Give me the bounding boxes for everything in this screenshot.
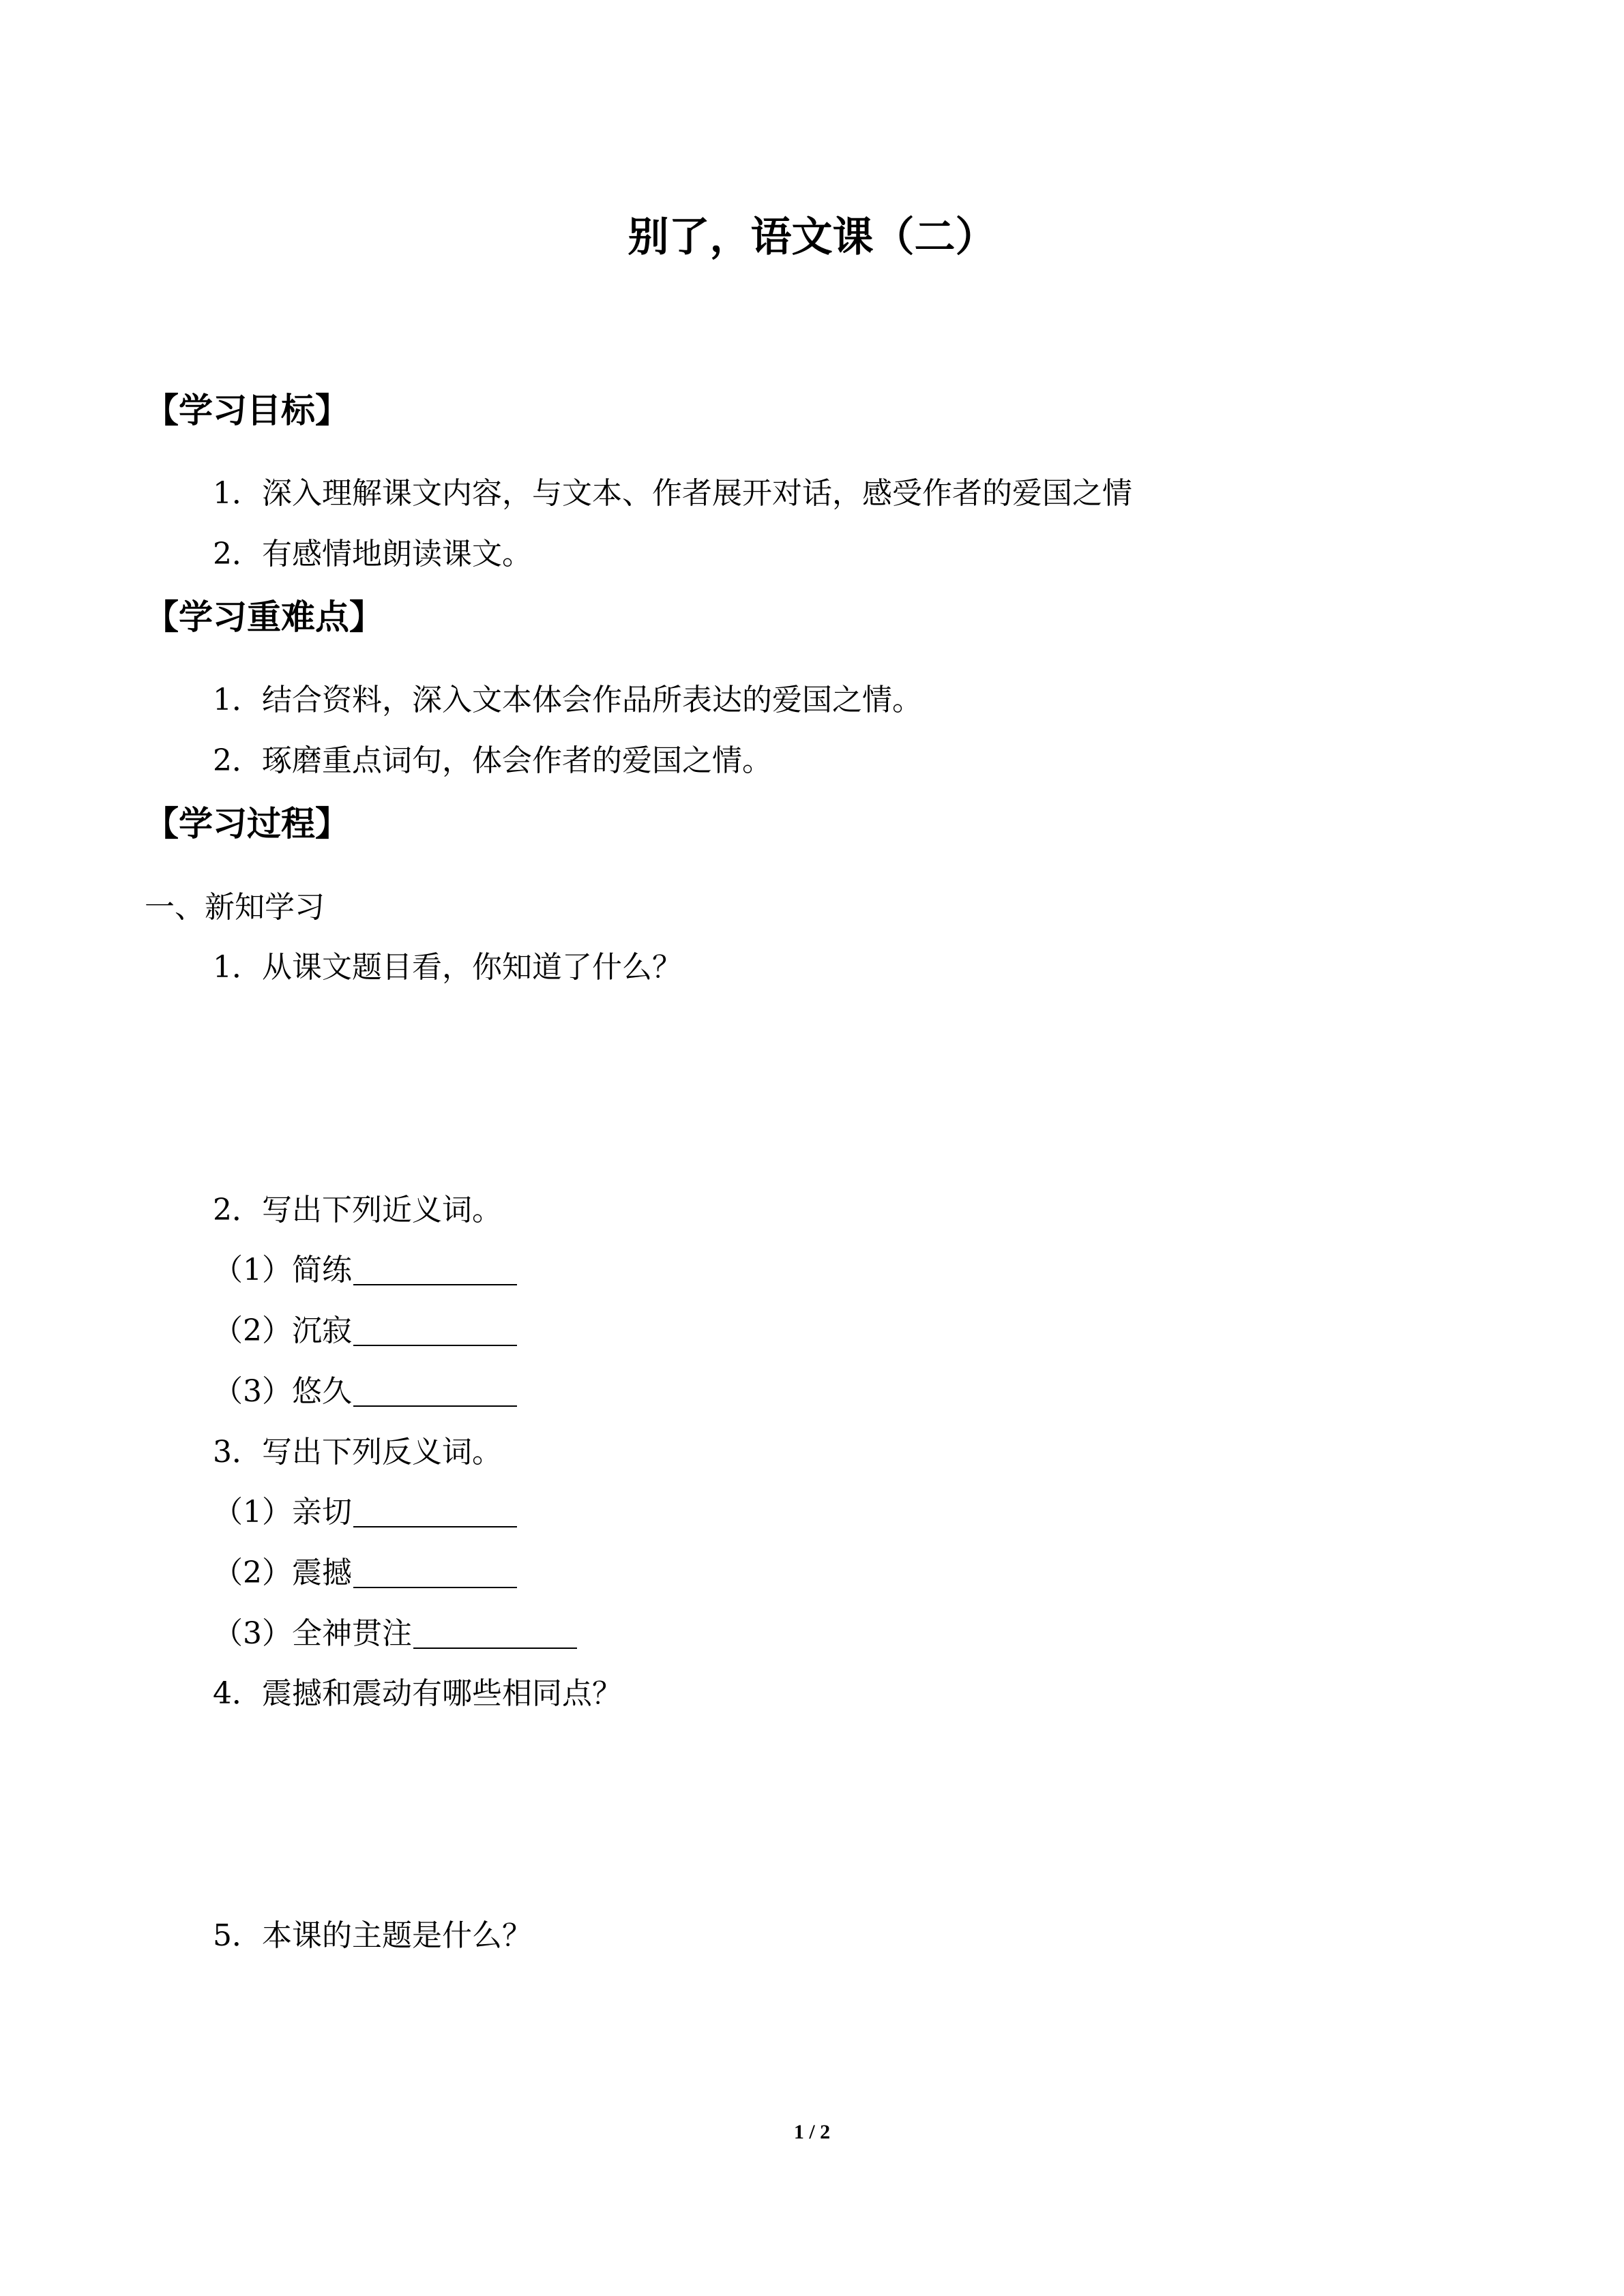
antonym-item-label: （3）全神贯注 xyxy=(213,1616,412,1651)
key-point-item-2: 2．琢磨重点词句，体会作者的爱国之情。 xyxy=(213,743,772,778)
synonym-item-label: （1）简练 xyxy=(213,1253,352,1287)
question-1: 1．从课文题目看，你知道了什么？ xyxy=(213,950,682,985)
synonym-item-3 xyxy=(213,1374,517,1409)
question-3: 3．写出下列反义词。 xyxy=(213,1435,502,1470)
answer-blank[interactable] xyxy=(353,1499,517,1527)
synonym-item-1 xyxy=(213,1255,517,1285)
section-heading-process: 【学习过程】 xyxy=(145,804,349,844)
page-title: 别了，语文课（二） xyxy=(628,213,996,261)
synonym-item-label: （3）悠久 xyxy=(213,1374,352,1409)
antonym-item-1 xyxy=(213,1495,517,1530)
key-point-item-1: 1．结合资料，深入文本体会作品所表达的爱国之情。 xyxy=(213,683,922,717)
answer-blank[interactable] xyxy=(353,1317,517,1346)
goal-item-2: 2．有感情地朗读课文。 xyxy=(213,537,532,571)
question-2: 2．写出下列近义词。 xyxy=(213,1193,502,1227)
antonym-item-2 xyxy=(213,1555,517,1590)
answer-blank[interactable] xyxy=(353,1378,517,1407)
answer-blank[interactable] xyxy=(413,1620,577,1649)
answer-blank[interactable] xyxy=(353,1560,517,1588)
antonym-item-label: （1）亲切 xyxy=(213,1495,352,1530)
question-4: 4．震撼和震动有哪些相同点？ xyxy=(213,1676,622,1711)
answer-blank[interactable] xyxy=(353,1257,517,1285)
page-number: 1 / 2 xyxy=(793,2121,831,2143)
section-heading-key-points: 【学习重难点】 xyxy=(145,597,383,637)
part-heading-new-knowledge: 一、新知学习 xyxy=(145,890,325,925)
synonym-item-2 xyxy=(213,1313,517,1348)
antonym-item-3 xyxy=(213,1616,577,1651)
section-heading-goals: 【学习目标】 xyxy=(145,391,349,430)
question-5: 5．本课的主题是什么？ xyxy=(213,1918,532,1953)
goal-item-1: 1．深入理解课文内容，与文本、作者展开对话，感受作者的爱国之情 xyxy=(213,476,1132,511)
antonym-item-label: （2）震撼 xyxy=(213,1555,352,1590)
synonym-item-label: （2）沉寂 xyxy=(213,1313,352,1348)
